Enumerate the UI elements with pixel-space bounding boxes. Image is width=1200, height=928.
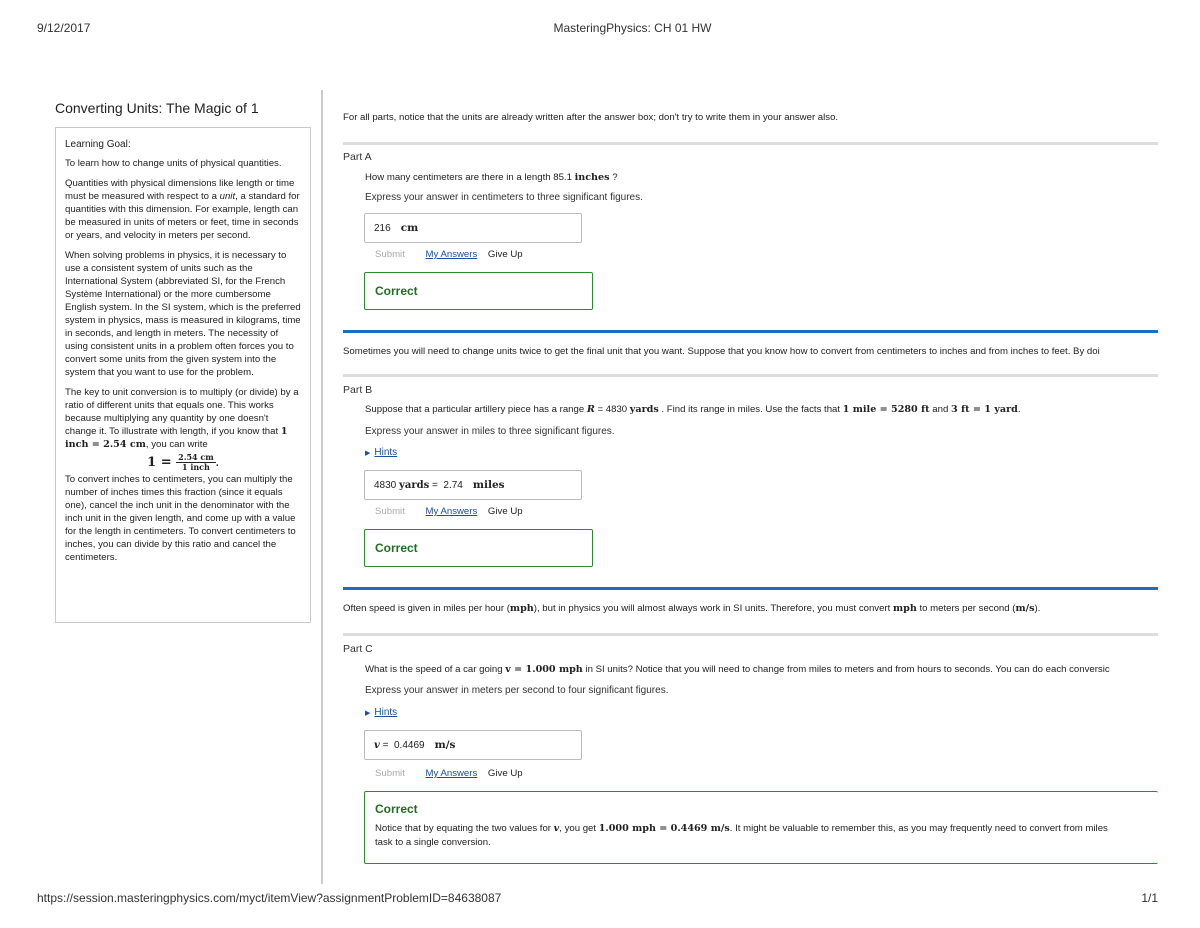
part-c-result <box>364 791 1158 864</box>
part-c-feedback: Notice that by equating the two values for v, you get 1.000 mph = 0.4469 m/s. It might be valuable to remember this, as you may frequently need to convert from miles task to a single conversion. <box>375 823 1108 848</box>
part-b-instruction: Express your answer in miles to three significant figures. <box>365 426 615 437</box>
column-divider <box>321 90 323 884</box>
answer-unit: miles <box>472 479 505 491</box>
conversion-equation: 1 = $\frac{2.54 cm}{\text{1 inch}}$ . <box>147 452 219 472</box>
part-a-label: Part A <box>343 151 372 163</box>
give-up-button[interactable]: Give Up <box>487 249 523 260</box>
give-up-button[interactable]: Give Up <box>487 506 523 517</box>
answer-value: 2.74 <box>443 480 463 491</box>
section-rule <box>343 374 1158 377</box>
conversion-fraction: $\frac{2.54 cm}{\text{1 inch}}$ <box>178 452 214 472</box>
goal-paragraph-4: To convert inches to centimeters, you can multiply the number of inches times this fraction (since it equals one), cancel the inch unit in the denominator with the inch unit in the given length, and come up with a value for the length in centimeters. To convert centimeters to inches, you can divide by this ratio and cancel the centimeters. <box>65 474 296 563</box>
my-answers-link[interactable]: My Answers <box>425 768 478 779</box>
part-b-label: Part B <box>343 384 373 396</box>
problem-title: Converting Units: The Magic of 1 <box>55 100 259 116</box>
my-answers-link[interactable]: My Answers <box>425 506 478 517</box>
learning-goal-label: Learning Goal: <box>65 139 131 150</box>
part-c-instruction: Express your answer in meters per second to four significant figures. <box>365 685 669 696</box>
section-rule <box>343 142 1158 145</box>
goal-paragraph-3: The key to unit conversion is to multiply (or divide) by a ratio of different units that equals one. This works because multiplying any quantity by one doesn't change it. To illustrate with length, if you know that 1 inch = 2.54 cm, you can write <box>65 387 299 450</box>
part-a-result <box>364 272 593 310</box>
goal-paragraph-1: Quantities with physical dimensions like length or time must be measured with respect to a unit, a standard for quantities with this dimension. For example, length can be measured in units of meters or feet, time in seconds or years, and velocity in meters per second. <box>65 178 300 241</box>
part-c-label: Part C <box>343 643 373 655</box>
answer-value: 216 <box>374 223 391 234</box>
part-b-question: Suppose that a particular artillery piece has a range R = 4830 yards . Find its range in miles. Use the facts that 1 mile = 5280 ft and 3 ft = 1 yard. <box>365 404 1021 415</box>
part-c-hints-link[interactable]: ▶ Hints <box>365 707 398 718</box>
my-answers-link[interactable]: My Answers <box>425 249 478 260</box>
answer-unit: m/s <box>434 739 456 751</box>
units-note: For all parts, notice that the units are already written after the answer box; don't try to write them in your answer also. <box>343 112 839 123</box>
correct-label: Correct <box>375 802 418 816</box>
part-c-answer-field[interactable]: v = 0.4469 m/s <box>364 730 582 760</box>
answer-unit: cm <box>400 222 419 234</box>
part-b-result <box>364 529 593 567</box>
goal-paragraph-2: When solving problems in physics, it is necessary to use a consistent system of units such as the International System (abbreviated SI, for the French Système International) or the more cumbersome English system. In the SI system, which is the preferred system in physics, mass is measured in kilograms, time in seconds, and length in meters. The necessity of using consistent units in a problem often forces you to convert some units from the given system into the system that you want to use for the problem. <box>65 250 301 378</box>
section-rule-blue <box>343 330 1158 333</box>
part-b-intro: Sometimes you will need to change units twice to get the final unit that you want. Suppose that you know how to convert from centimeters to inches and from inches to feet. By doi <box>343 346 1100 357</box>
part-a-answer-field[interactable] <box>364 213 582 243</box>
part-b-answer-field[interactable]: 4830 yards = 2.74 miles <box>364 470 582 500</box>
part-b-hints-link[interactable]: ▶ Hints <box>365 447 398 458</box>
give-up-button[interactable]: Give Up <box>487 768 523 779</box>
part-c-actions <box>375 768 523 779</box>
page-number: 1/1 <box>1141 891 1158 905</box>
page-url: https://session.masteringphysics.com/myct/itemView?assignmentProblemID=84638087 <box>37 891 502 905</box>
answer-value: 0.4469 <box>394 740 425 751</box>
part-b-actions <box>375 506 523 517</box>
correct-label: Correct <box>375 541 418 555</box>
print-date: 9/12/2017 <box>37 21 91 35</box>
section-rule-blue <box>343 587 1158 590</box>
submit-button[interactable]: Submit <box>375 768 405 779</box>
part-a-instruction: Express your answer in centimeters to three significant figures. <box>365 192 643 203</box>
part-c-intro: Often speed is given in miles per hour (mph), but in physics you will almost always work in SI units. Therefore, you must convert mph to meters per second (m/s). <box>343 603 1041 614</box>
submit-button[interactable]: Submit <box>375 249 405 260</box>
learning-goal-text: To learn how to change units of physical quantities. <box>65 158 282 169</box>
part-a-actions <box>375 249 523 260</box>
learning-goal-box <box>55 127 311 623</box>
correct-label: Correct <box>375 284 418 298</box>
expand-triangle-icon: ▶ <box>365 450 371 457</box>
page-title: MasteringPhysics: CH 01 HW <box>553 21 712 35</box>
part-a-question: How many centimeters are there in a length 85.1 inches ? <box>365 172 618 183</box>
submit-button[interactable]: Submit <box>375 506 405 517</box>
part-c-question: What is the speed of a car going v = 1.000 mph in SI units? Notice that you will need to change from miles to meters and from hours to seconds. You can do each conversic <box>365 664 1110 675</box>
expand-triangle-icon: ▶ <box>365 710 371 717</box>
section-rule <box>343 633 1158 636</box>
